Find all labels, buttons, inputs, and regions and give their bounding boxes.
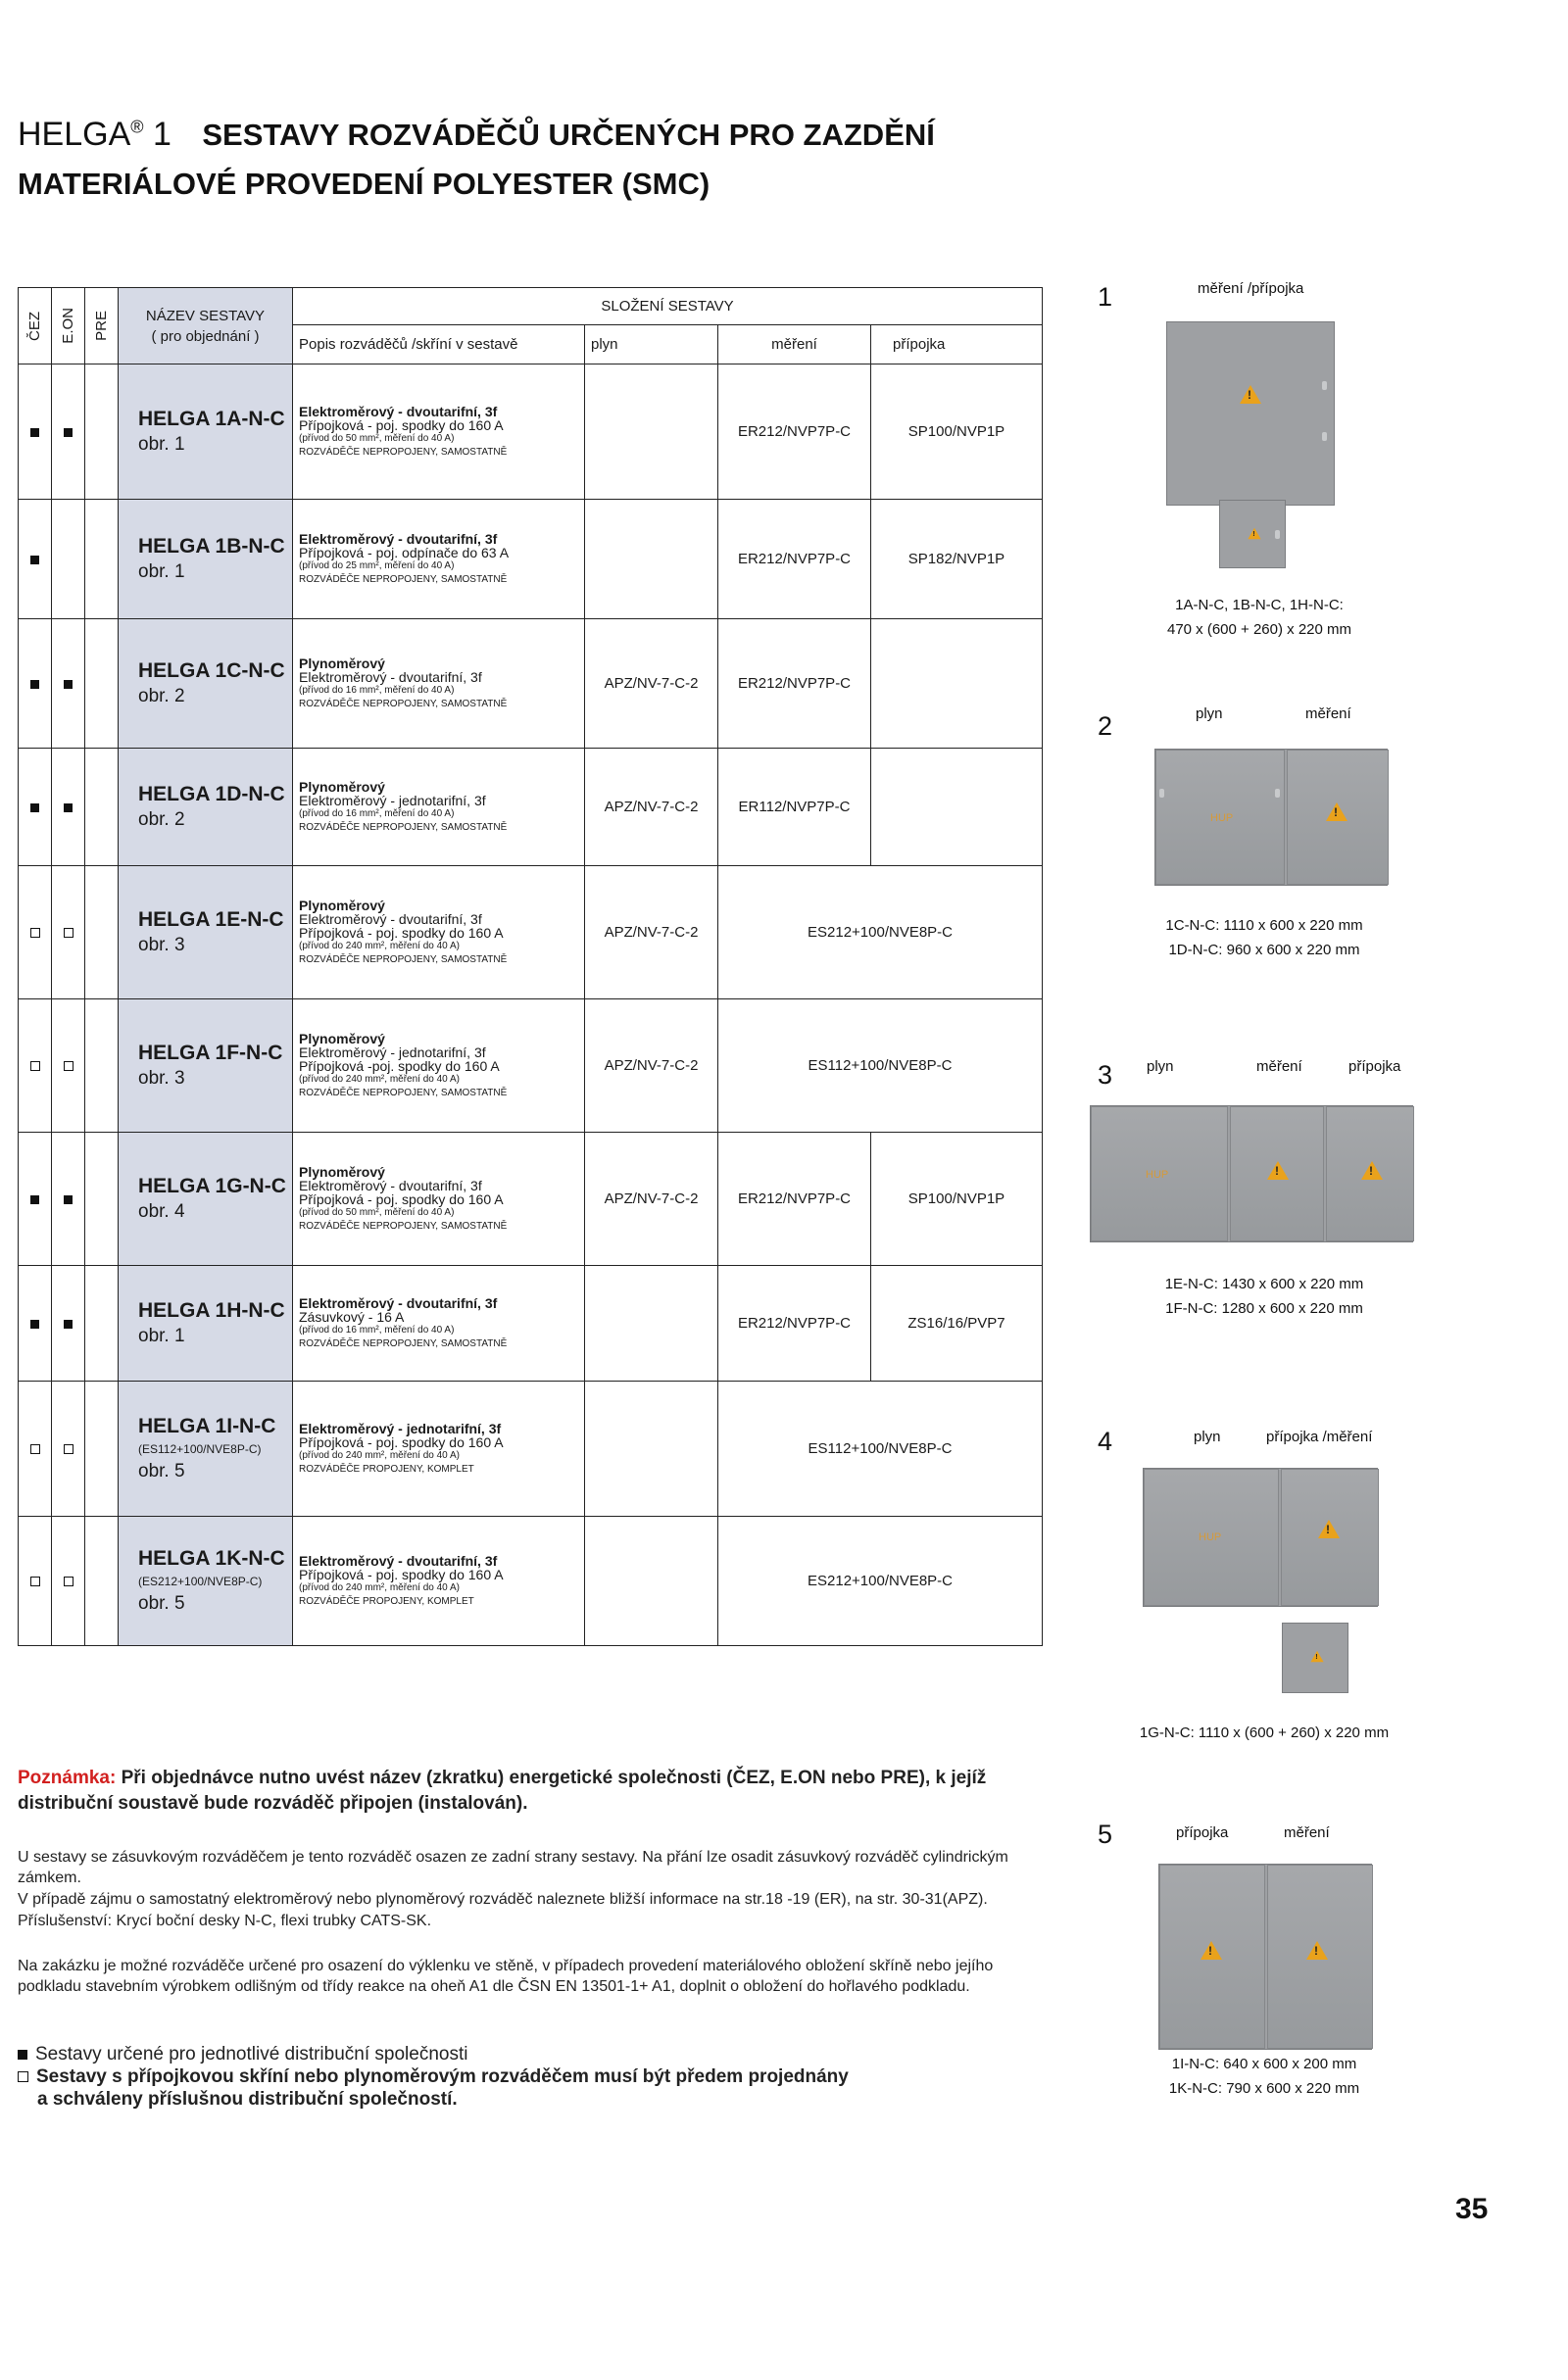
- table-row: [19, 364, 1043, 500]
- assembly-table: [18, 287, 1043, 1646]
- table-row: [19, 999, 1043, 1133]
- mereni-pripojka-cell: ES212+100/NVE8P-C: [718, 1517, 1043, 1646]
- title-rest: SESTAVY ROZVÁDĚČŮ URČENÝCH PRO ZAZDĚNÍ: [202, 118, 935, 152]
- brand-name: HELGA: [18, 116, 131, 153]
- warning-icon: [1248, 528, 1260, 539]
- warning-icon: [1310, 1651, 1323, 1662]
- warning-icon: [1361, 1161, 1383, 1180]
- table-row: [19, 866, 1043, 999]
- pre-mark: [85, 1133, 119, 1266]
- open-square-icon: [64, 928, 74, 938]
- figure-3-label-pripojka: přípojka: [1348, 1058, 1401, 1075]
- figure-2-number: 2: [1098, 711, 1113, 741]
- assembly-name: HELGA 1G-N-C obr. 4: [119, 1133, 293, 1266]
- assembly-name: HELGA 1B-N-C obr. 1: [119, 500, 293, 619]
- assembly-description: Elektroměrový - dvoutarifní, 3f Přípojková - poj. odpínače do 63 A (přívod do 25 mm², měření do 40 A) ROZVÁDĚČE NEPROPOJENY, SAMOSTATNĚ: [293, 500, 585, 619]
- col-eon-header: E.ON: [52, 288, 85, 364]
- pre-mark: [85, 749, 119, 866]
- col-pre-header: PRE: [85, 288, 119, 364]
- mereni-pripojka-cell: ES212+100/NVE8P-C: [718, 866, 1043, 999]
- col-desc-header: Popis rozváděčů /skříní v sestavě: [293, 325, 585, 364]
- mereni-pripojka-cell: ES112+100/NVE8P-C: [718, 999, 1043, 1133]
- note-paragraph-2: V případě zájmu o samostatný elektroměrový nebo plynoměrový rozváděč naleznete bližší informace na str.18 -19 (ER), na str. 30-31(APZ).: [18, 1891, 988, 1908]
- table-row: [19, 1382, 1043, 1517]
- cez-mark: [19, 1266, 52, 1382]
- registered-mark: ®: [130, 117, 144, 137]
- order-note: [18, 1766, 1047, 1817]
- pripojka-cell: [871, 749, 1043, 866]
- assembly-description: Elektroměrový - dvoutarifní, 3f Zásuvkový - 16 A (přívod do 16 mm², měření do 40 A) ROZVÁDĚČE NEPROPOJENY, SAMOSTATNĚ: [293, 1266, 585, 1382]
- figure-4-cabinet: [1143, 1468, 1378, 1607]
- figure-4-label-pripojka: přípojka /měření: [1266, 1429, 1373, 1445]
- cez-mark: [19, 866, 52, 999]
- assembly-description: Plynoměrový Elektroměrový - dvoutarifní, 3f (přívod do 16 mm², měření do 40 A) ROZVÁDĚČE NEPROPOJENY, SAMOSTATNĚ: [293, 619, 585, 749]
- figure-5-label-mereni: měření: [1284, 1824, 1330, 1841]
- table-row: [19, 1266, 1043, 1382]
- table-row: [19, 749, 1043, 866]
- note-paragraph-1: U sestavy se zásuvkovým rozváděčem je tento rozváděč osazen ze zadní strany sestavy. Na přání lze osadit zásuvkový rozváděč cylindrickým zámkem.: [18, 1849, 1008, 1886]
- figure-2-label-plyn: plyn: [1196, 705, 1223, 722]
- eon-mark: [52, 866, 85, 999]
- open-square-icon: [64, 1444, 74, 1454]
- cez-mark: [19, 749, 52, 866]
- pripojka-cell: ZS16/16/PVP7: [871, 1266, 1043, 1382]
- figure-2-label-mereni: měření: [1305, 705, 1351, 722]
- table-row: [19, 1133, 1043, 1266]
- col-plyn-header: plyn: [585, 325, 718, 364]
- mereni-cell: ER212/NVP7P-C: [718, 1266, 871, 1382]
- legend-filled-square: Sestavy určené pro jednotlivé distribuční společnosti: [18, 2043, 467, 2065]
- pre-mark: [85, 1382, 119, 1517]
- figure-3-dimensions: 1E-N-C: 1430 x 600 x 220 mm 1F-N-C: 1280 x 600 x 220 mm: [1164, 1276, 1364, 1317]
- open-square-icon: [30, 1444, 40, 1454]
- filled-square-icon: [30, 1320, 39, 1329]
- assembly-name: HELGA 1K-N-C (ES212+100/NVE8P-C) obr. 5: [119, 1517, 293, 1646]
- col-cez-header: ČEZ: [19, 288, 52, 364]
- figure-5-label-pripojka: přípojka: [1176, 1824, 1229, 1841]
- assembly-description: Plynoměrový Elektroměrový - dvoutarifní, 3f Přípojková - poj. spodky do 160 A (přívod do 240 mm², měření do 40 A) ROZVÁDĚČE NEPROPOJENY, SAMOSTATNĚ: [293, 866, 585, 999]
- warning-icon: [1240, 385, 1261, 404]
- plyn-cell: [585, 1382, 718, 1517]
- warning-icon: [1326, 802, 1348, 821]
- open-square-icon: [64, 1577, 74, 1586]
- open-square-icon: [30, 928, 40, 938]
- figure-3-label-mereni: měření: [1256, 1058, 1302, 1075]
- cez-mark: [19, 364, 52, 500]
- mereni-cell: ER212/NVP7P-C: [718, 1133, 871, 1266]
- mereni-pripojka-cell: ES112+100/NVE8P-C: [718, 1382, 1043, 1517]
- cez-mark: [19, 1133, 52, 1266]
- warning-icon: [1267, 1161, 1289, 1180]
- note-paragraph-4: Na zakázku je možné rozváděče určené pro osazení do výklenku ve stěně, v případech provedení materiálového obložení skříně nebo jejího podkladu stavebním výrobkem odlišným od třídy reakce na oheň A1 dle ČSN EN 13501-1+ A1, doplnit o obložení do hořlavého podkladu.: [18, 1958, 994, 1995]
- page-number: 35: [1455, 2193, 1489, 2225]
- filled-square-icon: [18, 2050, 27, 2060]
- page-title: [18, 116, 935, 154]
- open-square-icon: [30, 1061, 40, 1071]
- cez-mark: [19, 1517, 52, 1646]
- legend-open-square: Sestavy s přípojkovou skříní nebo plynoměrovým rozváděčem musí být předem projednány a schváleny příslušnou distribuční společností.: [18, 2065, 849, 2111]
- figure-2-cabinet: [1154, 749, 1388, 886]
- plyn-cell: [585, 364, 718, 500]
- eon-mark: [52, 1517, 85, 1646]
- filled-square-icon: [30, 680, 39, 689]
- pre-mark: [85, 364, 119, 500]
- mereni-cell: ER112/NVP7P-C: [718, 749, 871, 866]
- hup-label: HUP: [1199, 1531, 1222, 1543]
- assembly-name: HELGA 1C-N-C obr. 2: [119, 619, 293, 749]
- assembly-name: HELGA 1H-N-C obr. 1: [119, 1266, 293, 1382]
- assembly-description: Plynoměrový Elektroměrový - dvoutarifní, 3f Přípojková - poj. spodky do 160 A (přívod do 50 mm², měření do 40 A) ROZVÁDĚČE NEPROPOJENY, SAMOSTATNĚ: [293, 1133, 585, 1266]
- cez-mark: [19, 999, 52, 1133]
- plyn-cell: APZ/NV-7-C-2: [585, 1133, 718, 1266]
- figure-1-number: 1: [1098, 282, 1113, 312]
- eon-mark: [52, 500, 85, 619]
- col-name-header: NÁZEV SESTAVY ( pro objednání ): [119, 288, 293, 364]
- page-subtitle: MATERIÁLOVÉ PROVEDENÍ POLYESTER (SMC): [18, 167, 710, 201]
- mereni-cell: ER212/NVP7P-C: [718, 364, 871, 500]
- figure-2-dimensions: 1C-N-C: 1110 x 600 x 220 mm 1D-N-C: 960 x 600 x 220 mm: [1165, 917, 1363, 958]
- eon-mark: [52, 364, 85, 500]
- assembly-name: HELGA 1D-N-C obr. 2: [119, 749, 293, 866]
- warning-icon: [1318, 1520, 1340, 1538]
- figure-4-dimensions: 1G-N-C: 1110 x (600 + 260) x 220 mm: [1139, 1724, 1390, 1741]
- filled-square-icon: [30, 428, 39, 437]
- figure-3-label-plyn: plyn: [1147, 1058, 1174, 1075]
- figure-1-cabinet: [1166, 321, 1335, 506]
- filled-square-icon: [30, 1195, 39, 1204]
- note-paragraph-3: Příslušenství: Krycí boční desky N-C, flexi trubky CATS-SK.: [18, 1913, 432, 1929]
- assembly-name: HELGA 1E-N-C obr. 3: [119, 866, 293, 999]
- assembly-description: Elektroměrový - dvoutarifní, 3f Přípojková - poj. spodky do 160 A (přívod do 50 mm², měření do 40 A) ROZVÁDĚČE NEPROPOJENY, SAMOSTATNĚ: [293, 364, 585, 500]
- plyn-cell: APZ/NV-7-C-2: [585, 866, 718, 999]
- eon-mark: [52, 1133, 85, 1266]
- eon-mark: [52, 1266, 85, 1382]
- filled-square-icon: [30, 803, 39, 812]
- pre-mark: [85, 999, 119, 1133]
- brand-number: 1: [152, 116, 172, 153]
- figure-5-number: 5: [1098, 1820, 1113, 1849]
- assembly-description: Elektroměrový - dvoutarifní, 3f Přípojková - poj. spodky do 160 A (přívod do 240 mm², měření do 40 A) ROZVÁDĚČE PROPOJENY, KOMPLET: [293, 1517, 585, 1646]
- plyn-cell: [585, 500, 718, 619]
- figure-3-number: 3: [1098, 1060, 1113, 1090]
- filled-square-icon: [64, 428, 73, 437]
- assembly-name: HELGA 1A-N-C obr. 1: [119, 364, 293, 500]
- figure-4-label-plyn: plyn: [1194, 1429, 1221, 1445]
- note-label: Poznámka:: [18, 1768, 117, 1788]
- cez-mark: [19, 500, 52, 619]
- note-text: Při objednávce nutno uvést název (zkratku) energetické společnosti (ČEZ, E.ON nebo PRE), k jejíž distribuční soustavě bude rozváděč připojen (instalován).: [18, 1768, 987, 1814]
- figure-5-cabinet: [1158, 1864, 1372, 2050]
- table-row: [19, 619, 1043, 749]
- eon-mark: [52, 999, 85, 1133]
- eon-mark: [52, 1382, 85, 1517]
- mereni-cell: ER212/NVP7P-C: [718, 500, 871, 619]
- figure-4-cabinet-small: [1282, 1623, 1348, 1693]
- hup-label: HUP: [1146, 1169, 1169, 1181]
- cez-mark: [19, 1382, 52, 1517]
- open-square-icon: [64, 1061, 74, 1071]
- filled-square-icon: [64, 680, 73, 689]
- mereni-cell: ER212/NVP7P-C: [718, 619, 871, 749]
- plyn-cell: [585, 1266, 718, 1382]
- plyn-cell: APZ/NV-7-C-2: [585, 619, 718, 749]
- pre-mark: [85, 500, 119, 619]
- assembly-description: Plynoměrový Elektroměrový - jednotarifní, 3f Přípojková -poj. spodky do 160 A (přívod do 240 mm², měření do 40 A) ROZVÁDĚČE NEPROPOJENY, SAMOSTATNĚ: [293, 999, 585, 1133]
- warning-icon: [1200, 1941, 1222, 1960]
- figure-5-dimensions: 1I-N-C: 640 x 600 x 200 mm 1K-N-C: 790 x 600 x 220 mm: [1168, 2056, 1360, 2097]
- col-pripojka-header: přípojka: [871, 325, 1043, 364]
- assembly-description: Plynoměrový Elektroměrový - jednotarifní, 3f (přívod do 16 mm², měření do 40 A) ROZVÁDĚČE NEPROPOJENY, SAMOSTATNĚ: [293, 749, 585, 866]
- figure-1-cabinet-small: [1219, 500, 1286, 568]
- eon-mark: [52, 619, 85, 749]
- filled-square-icon: [64, 1320, 73, 1329]
- plyn-cell: APZ/NV-7-C-2: [585, 749, 718, 866]
- filled-square-icon: [30, 556, 39, 564]
- pripojka-cell: SP182/NVP1P: [871, 500, 1043, 619]
- pripojka-cell: SP100/NVP1P: [871, 364, 1043, 500]
- filled-square-icon: [64, 803, 73, 812]
- plyn-cell: APZ/NV-7-C-2: [585, 999, 718, 1133]
- table-row: [19, 500, 1043, 619]
- plyn-cell: [585, 1517, 718, 1646]
- figure-1-dimensions: 1A-N-C, 1B-N-C, 1H-N-C: 470 x (600 + 260) x 220 mm: [1166, 597, 1352, 638]
- pre-mark: [85, 1266, 119, 1382]
- hup-label: HUP: [1210, 812, 1234, 824]
- col-group-header: SLOŽENÍ SESTAVY: [293, 288, 1043, 325]
- col-mereni-header: měření: [718, 325, 871, 364]
- open-square-icon: [30, 1577, 40, 1586]
- pripojka-cell: SP100/NVP1P: [871, 1133, 1043, 1266]
- assembly-description: Elektroměrový - jednotarifní, 3f Přípojková - poj. spodky do 160 A (přívod do 240 mm², měření do 40 A) ROZVÁDĚČE PROPOJENY, KOMPLET: [293, 1382, 585, 1517]
- figure-3-cabinet: [1090, 1105, 1413, 1242]
- open-square-icon: [18, 2071, 28, 2082]
- pripojka-cell: [871, 619, 1043, 749]
- assembly-name: HELGA 1F-N-C obr. 3: [119, 999, 293, 1133]
- pre-mark: [85, 1517, 119, 1646]
- pre-mark: [85, 866, 119, 999]
- warning-icon: [1306, 1941, 1328, 1960]
- assembly-name: HELGA 1I-N-C (ES112+100/NVE8P-C) obr. 5: [119, 1382, 293, 1517]
- figure-4-number: 4: [1098, 1427, 1113, 1456]
- pre-mark: [85, 619, 119, 749]
- filled-square-icon: [64, 1195, 73, 1204]
- cez-mark: [19, 619, 52, 749]
- table-row: [19, 1517, 1043, 1646]
- eon-mark: [52, 749, 85, 866]
- figure-1-label: měření /přípojka: [1198, 280, 1304, 297]
